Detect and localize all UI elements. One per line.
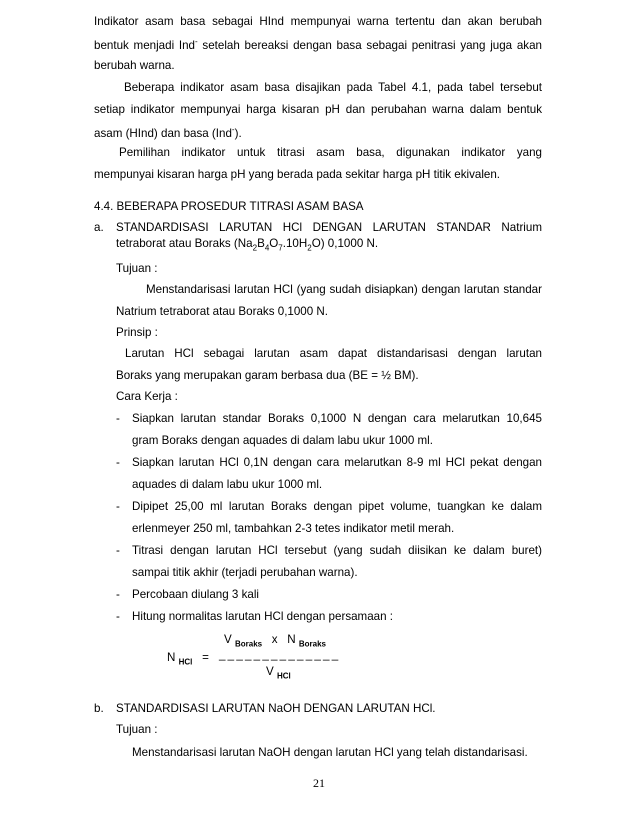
subscript: 2 xyxy=(252,243,258,253)
item-b-marker: b. xyxy=(94,702,104,715)
formula-n-sub: Boraks xyxy=(298,639,326,649)
formula-text: O xyxy=(269,237,279,250)
intro-p3-line1: Pemilihan indikator untuk titrasi asam basa, digunakan indikator yang xyxy=(119,146,542,159)
formula-n: N xyxy=(287,633,296,646)
intro-p1-line3: berubah warna. xyxy=(94,59,175,72)
item-b-tujuan-label: Tujuan : xyxy=(116,723,158,736)
formula-text: O) 0,1000 N. xyxy=(311,237,379,250)
formula-v-sub: Boraks xyxy=(234,639,263,649)
intro-p2-line3-text: asam (HInd) dan basa (Ind xyxy=(94,126,232,140)
step-2-line1: Siapkan larutan HCl 0,1N dengan cara melarutkan 8-9 ml HCl pekat dengan xyxy=(132,456,542,469)
formula-text: B xyxy=(257,237,265,250)
formula-den-sub: HCl xyxy=(276,671,291,681)
tujuan-line2: Natrium tetraborat atau Boraks 0,1000 N. xyxy=(116,305,329,318)
bullet-dash: - xyxy=(116,412,120,425)
bullet-dash: - xyxy=(116,544,120,557)
formula-fraction-bar: _ _ _ _ _ _ _ _ _ _ _ _ _ _ xyxy=(219,648,338,661)
intro-p3-line2: mempunyai kisaran harga pH yang berada pada sekitar harga pH titik ekivalen. xyxy=(94,168,501,181)
step-1-line1: Siapkan larutan standar Boraks 0,1000 N dengan cara melarutkan 10,645 xyxy=(132,412,542,425)
section-heading: 4.4. BEBERAPA PROSEDUR TITRASI ASAM BASA xyxy=(94,200,364,213)
step-2-line2: aquades di dalam labu ukur 1000 ml. xyxy=(132,478,323,491)
intro-p2-line3-text-b: ). xyxy=(234,126,242,140)
item-b-tujuan-line1: Menstandarisasi larutan NaOH dengan larutan HCl yang telah distandarisasi. xyxy=(132,746,528,759)
formula-equals: = xyxy=(202,651,209,664)
prinsip-line1: Larutan HCl sebagai larutan asam dapat distandarisasi dengan larutan xyxy=(125,347,542,360)
formula-den-v: V xyxy=(266,665,274,678)
formula-lhs xyxy=(167,651,209,666)
tujuan-line1: Menstandarisasi larutan HCl (yang sudah disiapkan) dengan larutan standar xyxy=(146,283,542,296)
intro-p1-line1: Indikator asam basa sebagai HInd mempunyai warna tertentu dan akan berubah xyxy=(94,15,542,28)
subscript: 7 xyxy=(278,243,283,253)
item-a-marker: a. xyxy=(94,221,104,234)
formula-text: .10H xyxy=(282,237,308,250)
prinsip-label: Prinsip : xyxy=(116,326,158,339)
intro-p2-line2: setiap indikator mempunyai harga kisaran pH dan perubahan warna dalam bentuk xyxy=(94,103,542,116)
item-b-title: STANDARDISASI LARUTAN NaOH DENGAN LARUTAN HCl. xyxy=(116,702,436,715)
intro-p2-line1: Beberapa indikator asam basa disajikan pada Tabel 4.1, pada tabel tersebut xyxy=(124,81,542,94)
intro-p1-line2-text-b: setelah bereaksi dengan basa sebagai penitrasi yang juga akan xyxy=(197,38,542,52)
superscript-minus: - xyxy=(231,125,235,134)
bullet-dash: - xyxy=(116,610,120,623)
formula-v: V xyxy=(224,633,232,646)
item-a-title-line1: STANDARDISASI LARUTAN HCl DENGAN LARUTAN STANDAR Natrium xyxy=(116,221,542,234)
bullet-dash: - xyxy=(116,456,120,469)
step-6-line1: Hitung normalitas larutan HCl dengan persamaan : xyxy=(132,610,394,623)
intro-p1-line2 xyxy=(94,37,542,52)
cara-kerja-label: Cara Kerja : xyxy=(116,390,178,403)
superscript-minus: - xyxy=(195,37,198,46)
formula-lhs-n: N xyxy=(167,651,176,664)
subscript: 4 xyxy=(264,243,270,253)
step-4-line2: sampai titik akhir (terjadi perubahan warna). xyxy=(132,566,358,579)
step-1-line2: gram Boraks dengan aquades di dalam labu ukur 1000 ml. xyxy=(132,434,433,447)
tujuan-label: Tujuan : xyxy=(116,262,158,275)
prinsip-line2: Boraks yang merupakan garam berbasa dua (BE = ½ BM). xyxy=(116,369,419,382)
intro-p1-line2-text: bentuk menjadi Ind xyxy=(94,38,196,52)
bullet-dash: - xyxy=(116,588,120,601)
step-3-line1: Dipipet 25,00 ml larutan Boraks dengan pipet volume, tuangkan ke dalam xyxy=(132,500,542,513)
formula-lhs-sub: HCl xyxy=(178,657,193,667)
formula-denominator xyxy=(266,665,291,680)
formula-times: x xyxy=(271,633,278,646)
step-5-line1: Percobaan diulang 3 kali xyxy=(132,588,259,601)
intro-p2-line3 xyxy=(94,125,242,140)
bullet-dash: - xyxy=(116,500,120,513)
page-number: 21 xyxy=(313,776,325,790)
subscript: 2 xyxy=(307,243,312,253)
item-a-title-line2 xyxy=(116,237,378,252)
formula-text: tetraborat atau Boraks (Na xyxy=(116,237,253,250)
step-4-line1: Titrasi dengan larutan HCl tersebut (yang sudah diisikan ke dalam buret) xyxy=(132,544,542,557)
step-3-line2: erlenmeyer 250 ml, tambahkan 2-3 tetes indikator metil merah. xyxy=(132,522,455,535)
formula-numerator xyxy=(224,633,326,648)
